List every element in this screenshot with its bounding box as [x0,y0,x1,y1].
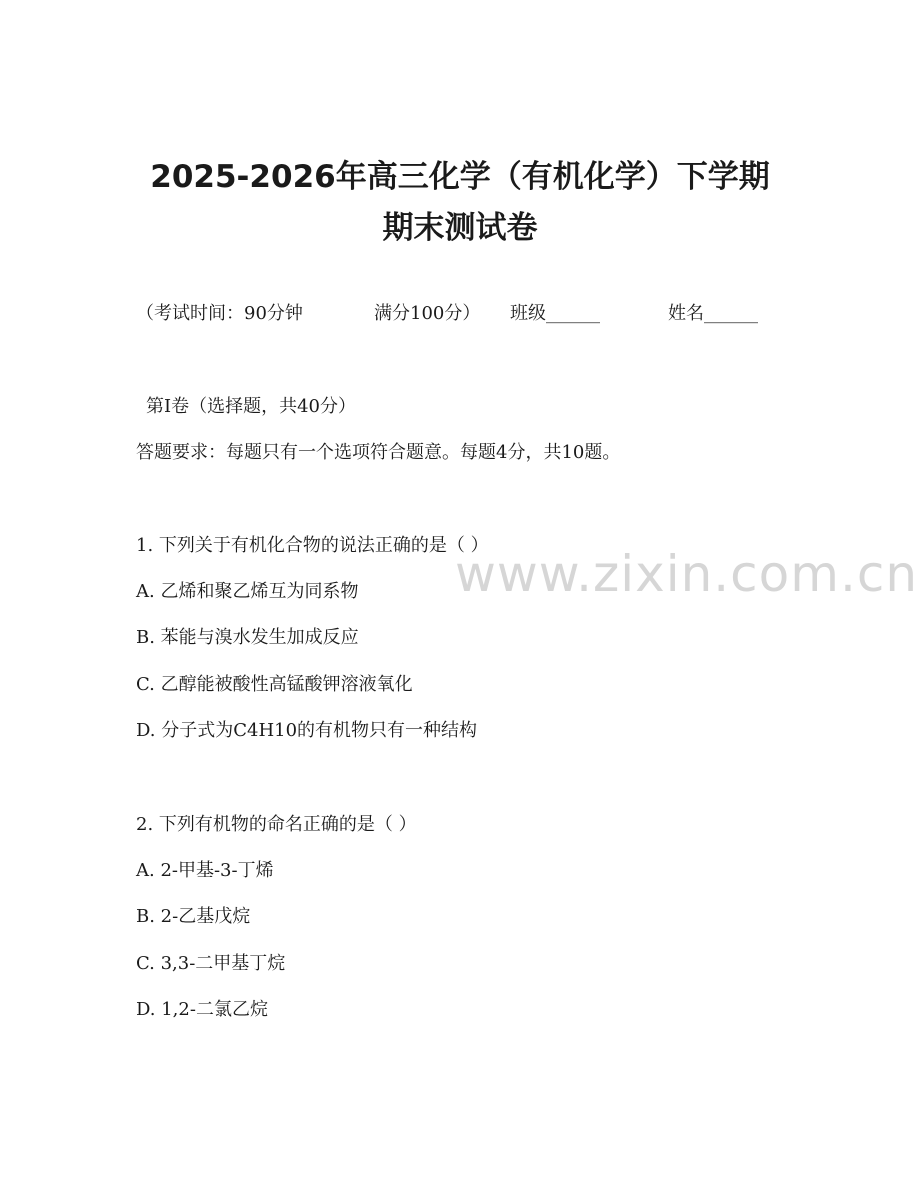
option-b: B. 苯能与溴水发生加成反应 [136,627,359,648]
exam-time: （考试时间：90分钟 [136,303,303,324]
answer-requirement: 答题要求：每题只有一个选项符合题意。每题4分，共10题。 [136,442,621,463]
watermark: www.zixin.com.cn [455,545,919,603]
option-c: C. 3,3-二甲基丁烷 [136,953,286,974]
exam-title-line2: 期末测试卷 [382,210,538,246]
option-a: A. 乙烯和聚乙烯互为同系物 [136,581,359,602]
option-d: D. 1,2-二氯乙烷 [136,999,268,1020]
full-score: 满分100分） [374,303,481,324]
option-a: A. 2-甲基-3-丁烯 [136,860,274,881]
option-b: B. 2-乙基戊烷 [136,906,251,927]
section-heading: 第Ⅰ卷（选择题，共40分） [146,396,357,417]
question-stem: 2. 下列有机物的命名正确的是（ ） [136,814,417,835]
option-d: D. 分子式为C4H10的有机物只有一种结构 [136,720,478,741]
class-field: 班级______ [510,303,600,324]
name-field: 姓名______ [668,303,758,324]
option-c: C. 乙醇能被酸性高锰酸钾溶液氧化 [136,674,413,695]
exam-title-line1: 2025-2026年高三化学（有机化学）下学期 [150,159,770,195]
question-stem: 1. 下列关于有机化合物的说法正确的是（ ） [136,535,489,556]
